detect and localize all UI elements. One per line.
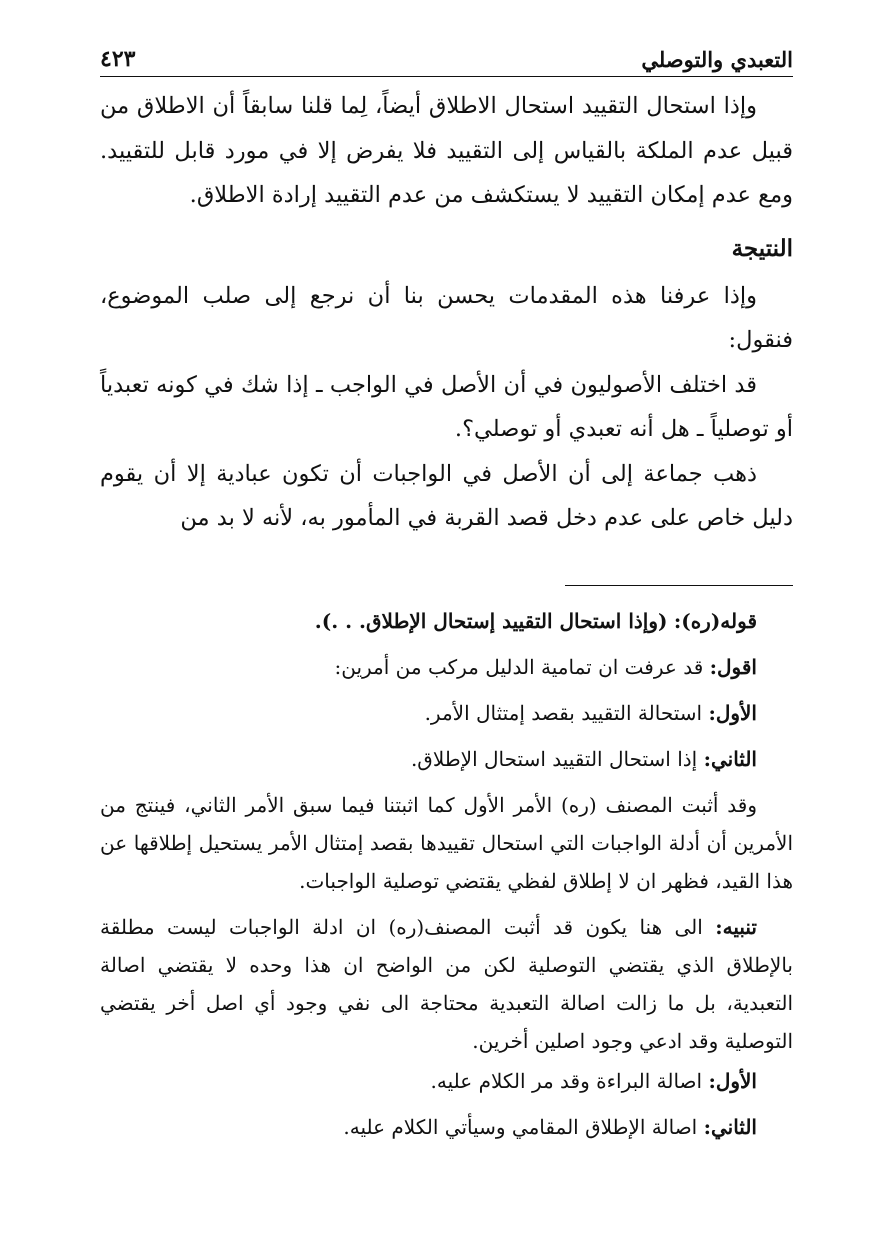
paragraph-1: وإذا استحال التقييد استحال الاطلاق أيضاً، لِما قلنا سابقاً أن الاطلاق من قبيل عدم الملكة بالقياس إلى التقييد فلا يفرض إلا في مورد قابل للتقييد. ومع عدم إمكان التقييد لا يستكشف من عدم التقييد إرادة الاطلاق. xyxy=(100,93,793,208)
note-second xyxy=(100,740,793,778)
note-quote-text: (وإذا استحال التقييد إستحال الإطلاق. . .). xyxy=(314,609,668,633)
note-tanbih-text: الى هنا يكون قد أثبت المصنف(ره) ان ادلة الواجبات ليست مطلقة بالإطلاق الذي يقتضي التوصلية لكن من الواضح ان هذا وحده لا يقتضي اصالة التعبدية، بل ما زالت اصالة التعبدية محتاجة الى نفي وجود أي اصل أخر يقتضي التوصلية وقد ادعي وجود اصلين أخرين. xyxy=(100,915,793,1053)
note-tanbih-label: تنبيه: xyxy=(715,915,757,939)
page-number: ٤٢٣ xyxy=(100,46,136,72)
note-paragraph-a: وقد أثبت المصنف (ره) الأمر الأول كما اثبتنا فيما سبق الأمر الثاني، فينتج من الأمرين أن أدلة الواجبات التي استحال تقييدها بقصد إمتثال الأمر يستحيل إطلاقها عن هذا القيد، فظهر ان لا إطلاق لفظي يقتضي توصلية الواجبات. xyxy=(100,793,793,893)
note-first-2-text: اصالة البراءة وقد مر الكلام عليه. xyxy=(430,1069,703,1093)
note-aqul xyxy=(100,648,793,686)
note-second-label: الثاني: xyxy=(703,747,757,771)
paragraph-3: قد اختلف الأصوليون في أن الأصل في الواجب ـ إذا شك في كونه تعبدياً أو توصلياً ـ هل أنه تعبدي أو توصلي؟. xyxy=(100,371,793,442)
note-tanbih xyxy=(100,908,793,1060)
note-second-2-text: اصالة الإطلاق المقامي وسيأتي الكلام عليه. xyxy=(343,1115,698,1139)
paragraph-4: ذهب جماعة إلى أن الأصل في الواجبات أن تكون عبادية إلا أن يقوم دليل خاص على عدم دخل قصد القربة في المأمور به، لأنه لا بد من xyxy=(100,460,793,531)
note-first-2 xyxy=(100,1062,793,1100)
note-aqul-label: اقول: xyxy=(709,655,757,679)
footnotes xyxy=(100,600,793,1154)
footnote-divider xyxy=(565,585,793,586)
note-quote-label: قوله(ره): xyxy=(673,609,757,633)
note-first-text: استحالة التقييد بقصد إمتثال الأمر. xyxy=(424,701,703,725)
note-second-2 xyxy=(100,1108,793,1146)
note-first-label: الأول: xyxy=(708,701,757,725)
note-aqul-text: قد عرفت ان تمامية الدليل مركب من أمرين: xyxy=(334,655,704,679)
note-first-2-label: الأول: xyxy=(708,1069,757,1093)
note-quote xyxy=(100,602,793,640)
section-heading: النتيجة xyxy=(731,234,793,262)
note-first xyxy=(100,694,793,732)
paragraph-2: وإذا عرفنا هذه المقدمات يحسن بنا أن نرجع إلى صلب الموضوع، فنقول: xyxy=(100,282,793,353)
main-text xyxy=(100,84,793,541)
note-second-2-label: الثاني: xyxy=(703,1115,757,1139)
note-second-text: إذا استحال التقييد استحال الإطلاق. xyxy=(410,747,698,771)
page-header xyxy=(100,30,793,77)
running-title: التعبدي والتوصلي xyxy=(641,47,793,72)
